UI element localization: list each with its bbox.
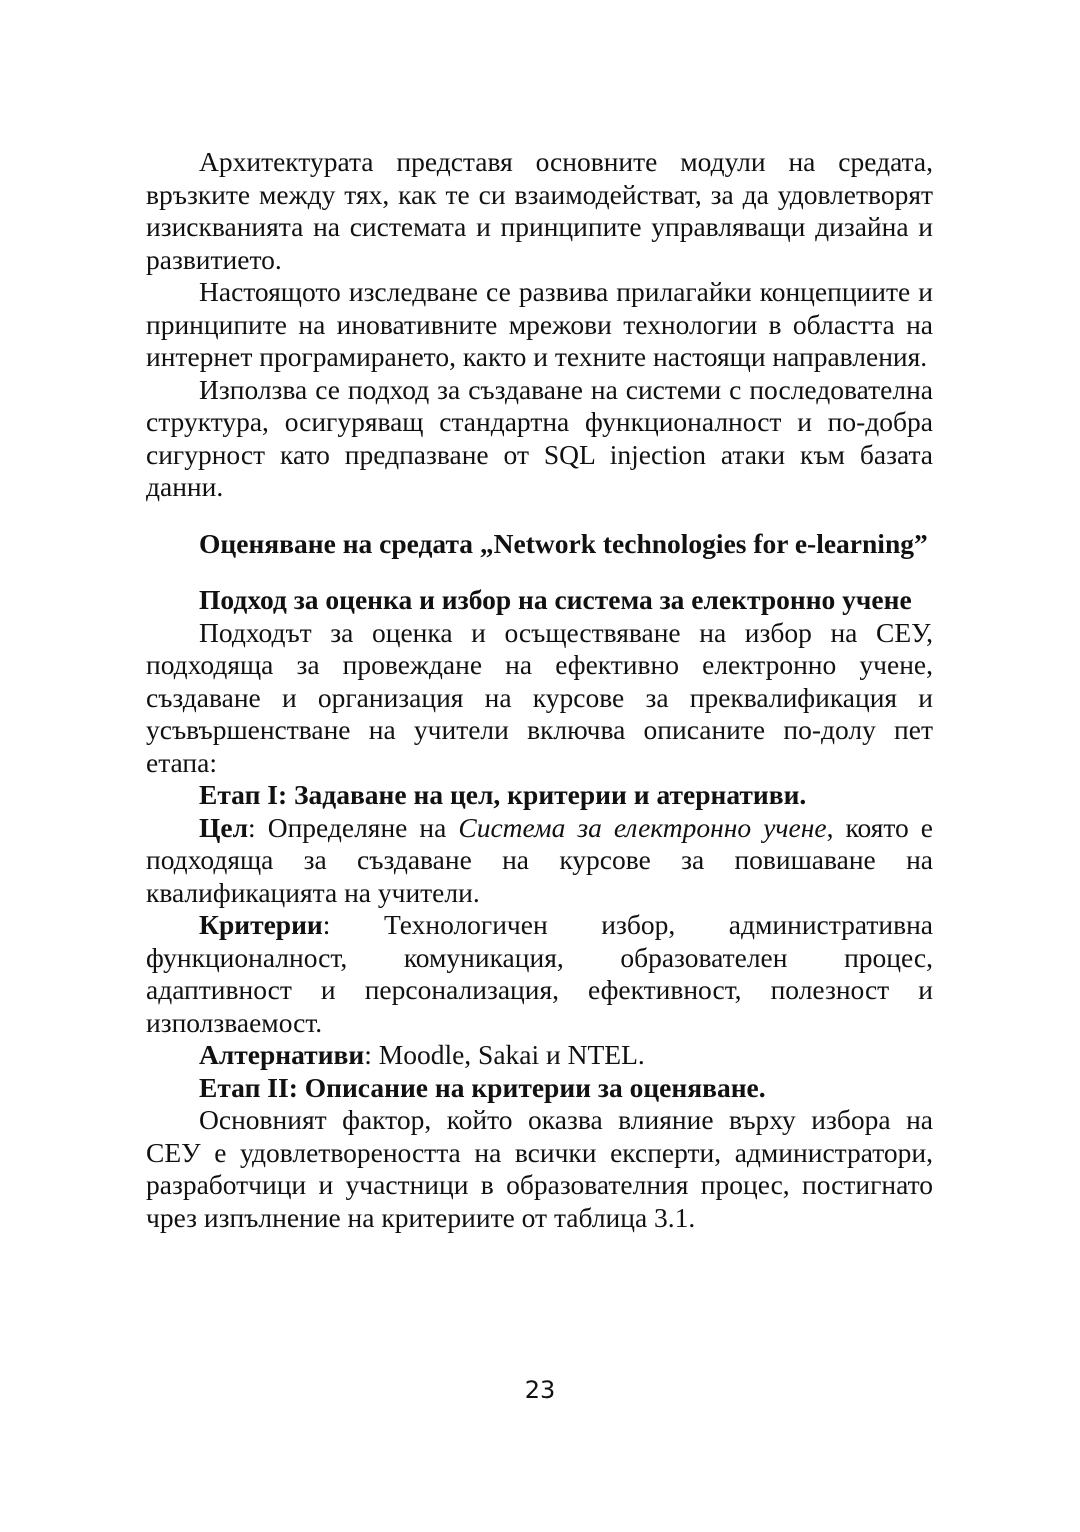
paragraph-approach-structure: Използва се подход за създаване на системи с последователна структура, осигуряващ стандартна функционалност и по-добра сигурност като предпазване от SQL injection атаки към базата данни. [146, 373, 933, 502]
paragraph-alternatives [146, 1039, 933, 1072]
stage-2-title: Етап II: Описание на критерии за оценяване. [199, 1071, 766, 1103]
paragraph-research: Настоящото изследване се развива прилагайки концепциите и принципите на иновативните мрежови технологии в областта на интернет програмирането, както и техните настоящи направления. [146, 276, 933, 372]
paragraph-goal [146, 812, 933, 910]
goal-italic-term: Система за електронно учене [458, 811, 827, 843]
section-heading-evaluation: Оценяване на средата „Network technologies for e-learning” [199, 527, 928, 559]
stage-1-title: Етап I: Задаване на цел, критерии и атернативи. [199, 779, 807, 810]
alternatives-label: Алтернативи [199, 1039, 365, 1070]
alternatives-text: : Moodle, Sakai и NTEL. [364, 1039, 645, 1070]
page-content [146, 146, 933, 1234]
subsection-heading-approach: Подход за оценка и избор на система за електронно учене [199, 584, 912, 615]
goal-text-before: : Определяне на [248, 811, 459, 843]
goal-label: Цел [199, 811, 249, 843]
criteria-label: Критерии [199, 909, 323, 940]
paragraph-stage-2: Основният фактор, който оказва влияние върху избора на СЕУ е удовлетвореността на всички експерти, администратори, разработчици и участници в образователния процес, постигнато чрез изпълнение на критериите от таблица 3.1. [146, 1104, 933, 1233]
paragraph-architecture: Архитектурата представя основните модули на средата, връзките между тях, как те си взаимодействат, за да удовлетворят изискванията на системата и принципите управляващи дизайна и развитието. [146, 146, 933, 275]
criteria-text: : Технологичен избор, административна функционалност, комуникация, образователен процес, адаптивност и персонализация, ефективност, полезност и използваемост. [146, 909, 933, 1038]
page-number: 23 [524, 1376, 556, 1404]
goal-text-after: , която е подходяща за създаване на курсове за повишаване на квалификацията на учители. [146, 811, 934, 908]
paragraph-criteria [146, 909, 933, 1039]
paragraph-approach-intro: Подходът за оценка и осъществяване на избор на СЕУ, подходяща за провеждане на ефективно електронно учене, създаване и организация на курсове за преквалификация и усъвършенстване на учители включва описаните по-долу пет етапа: [146, 616, 933, 778]
